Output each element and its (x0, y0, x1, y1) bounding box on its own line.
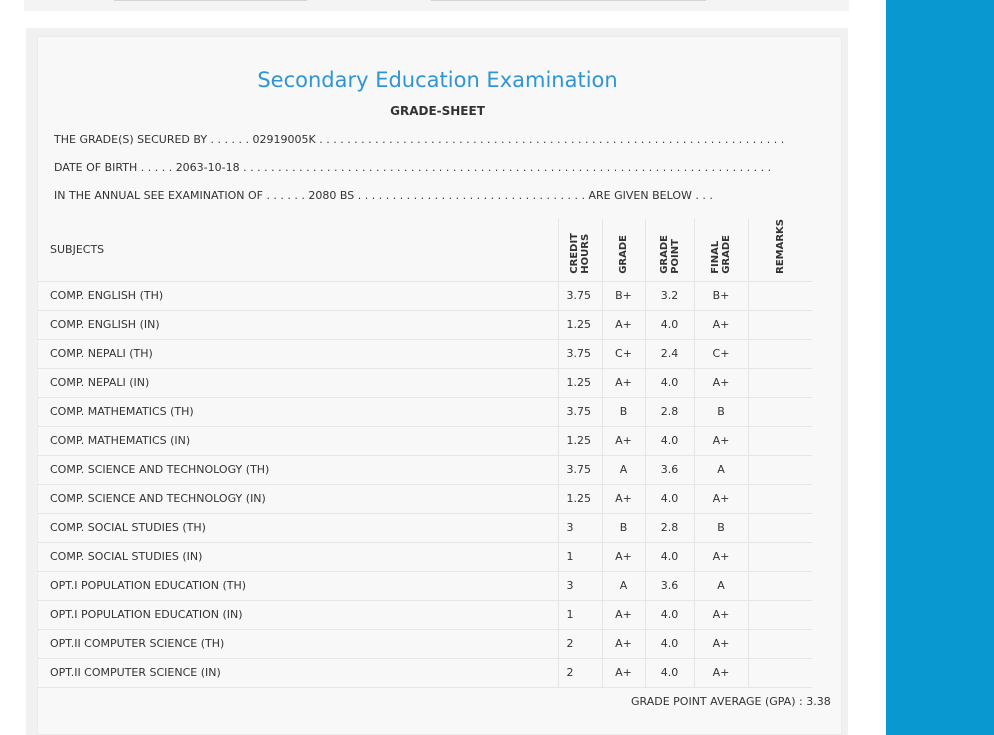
subject-cell: COMP. NEPALI (TH) (37, 339, 558, 368)
credit-hours-header (558, 219, 602, 281)
gpa-line (631, 695, 831, 708)
table-header-row (37, 219, 812, 281)
subject-cell: OPT.II COMPUTER SCIENCE (TH) (37, 629, 558, 658)
subject-cell: COMP. SCIENCE AND TECHNOLOGY (TH) (37, 455, 558, 484)
credit-hours-cell: 2 (558, 658, 602, 687)
subject-cell: COMP. SOCIAL STUDIES (IN) (37, 542, 558, 571)
grade-point-cell: 3.2 (645, 281, 694, 310)
grade-point-cell: 4.0 (645, 658, 694, 687)
remarks-cell (748, 455, 812, 484)
final-grade-cell: A (694, 571, 748, 600)
grade-cell: A+ (602, 629, 645, 658)
remarks-header (748, 219, 812, 281)
credit-hours-cell: 3 (558, 571, 602, 600)
gpa-label: GRADE POINT AVERAGE (GPA) : (631, 695, 803, 708)
credit-hours-label: CREDIT HOURS (569, 233, 591, 274)
grade-cell: A+ (602, 600, 645, 629)
credit-hours-cell: 2 (558, 629, 602, 658)
final-grade-cell: A+ (694, 310, 748, 339)
side-bar (886, 0, 994, 735)
credit-hours-cell: 1.25 (558, 426, 602, 455)
table-row (37, 310, 812, 339)
grade-cell: A+ (602, 658, 645, 687)
grade-cell: A (602, 571, 645, 600)
table-row (37, 629, 812, 658)
table-row (37, 513, 812, 542)
remarks-cell (748, 484, 812, 513)
remarks-cell (748, 629, 812, 658)
grade-point-label: GRADE POINT (658, 235, 681, 274)
exam-line (54, 189, 713, 202)
remarks-cell (748, 513, 812, 542)
final-grade-cell: B+ (694, 281, 748, 310)
subject-cell: COMP. MATHEMATICS (TH) (37, 397, 558, 426)
grade-label: GRADE (618, 235, 629, 274)
remarks-cell (748, 600, 812, 629)
grade-point-cell: 2.4 (645, 339, 694, 368)
subject-cell: COMP. NEPALI (IN) (37, 368, 558, 397)
credit-hours-cell: 3.75 (558, 281, 602, 310)
grade-cell: B (602, 397, 645, 426)
subject-cell: OPT.II COMPUTER SCIENCE (IN) (37, 658, 558, 687)
grade-point-cell: 3.6 (645, 571, 694, 600)
grade-cell: A+ (602, 542, 645, 571)
table-row (37, 455, 812, 484)
remarks-cell (748, 426, 812, 455)
grade-cell: A+ (602, 310, 645, 339)
divider (431, 0, 706, 1)
dob-suffix: . . . . . . . . . . . . . . . . . . . . . . . . . . . . . . . . . . . . . . . . . . . . . . . . . . . . . . . . . . . . . . . . . . . . . . . . . . . . (243, 161, 772, 174)
grade-sheet-title: GRADE-SHEET (390, 104, 485, 118)
grade-cell: B+ (602, 281, 645, 310)
credit-hours-cell: 3.75 (558, 397, 602, 426)
final-grade-cell: A+ (694, 484, 748, 513)
subject-cell: OPT.I POPULATION EDUCATION (TH) (37, 571, 558, 600)
grade-point-cell: 4.0 (645, 629, 694, 658)
gpa-value: 3.38 (806, 695, 831, 708)
table-row (37, 542, 812, 571)
grade-point-cell: 4.0 (645, 368, 694, 397)
grade-point-cell: 3.6 (645, 455, 694, 484)
secured-by-prefix: THE GRADE(S) SECURED BY . . . . . . (54, 133, 250, 146)
dob-line (54, 161, 771, 174)
final-grade-label: FINAL GRADE (710, 235, 732, 274)
previous-section-strip (24, 0, 849, 11)
subject-cell: COMP. ENGLISH (TH) (37, 281, 558, 310)
table-row (37, 484, 812, 513)
grade-cell: A+ (602, 484, 645, 513)
final-grade-cell: C+ (694, 339, 748, 368)
final-grade-cell: A (694, 455, 748, 484)
grade-cell: A (602, 455, 645, 484)
remarks-cell (748, 310, 812, 339)
grade-point-cell: 2.8 (645, 513, 694, 542)
table-row (37, 571, 812, 600)
grade-header (602, 219, 645, 281)
grade-point-cell: 4.0 (645, 542, 694, 571)
grade-point-cell: 4.0 (645, 310, 694, 339)
final-grade-cell: A+ (694, 658, 748, 687)
remarks-cell (748, 542, 812, 571)
table-row (37, 658, 812, 687)
grade-point-header (645, 219, 694, 281)
credit-hours-cell: 1 (558, 600, 602, 629)
table-row (37, 397, 812, 426)
final-grade-cell: B (694, 397, 748, 426)
remarks-cell (748, 658, 812, 687)
subject-cell: COMP. SOCIAL STUDIES (TH) (37, 513, 558, 542)
exam-year: 2080 BS (308, 189, 355, 202)
grade-cell: C+ (602, 339, 645, 368)
remarks-cell (748, 397, 812, 426)
exam-suffix: . . . . . . . . . . . . . . . . . . . . . . . . . . . . . . . . . ARE GIVEN BELOW . . . (357, 189, 713, 202)
final-grade-cell: A+ (694, 542, 748, 571)
subject-cell: COMP. MATHEMATICS (IN) (37, 426, 558, 455)
grades-table (37, 219, 812, 688)
subject-cell: COMP. ENGLISH (IN) (37, 310, 558, 339)
table-row (37, 600, 812, 629)
exam-title: Secondary Education Examination (257, 68, 618, 92)
credit-hours-cell: 3.75 (558, 455, 602, 484)
grade-cell: B (602, 513, 645, 542)
symbol-number: 02919005K (252, 133, 316, 146)
final-grade-cell: A+ (694, 629, 748, 658)
remarks-cell (748, 571, 812, 600)
subject-cell: OPT.I POPULATION EDUCATION (IN) (37, 600, 558, 629)
remarks-cell (748, 339, 812, 368)
dob-prefix: DATE OF BIRTH . . . . . (54, 161, 173, 174)
subject-cell: COMP. SCIENCE AND TECHNOLOGY (IN) (37, 484, 558, 513)
remarks-cell (748, 281, 812, 310)
credit-hours-cell: 1.25 (558, 368, 602, 397)
grade-cell: A+ (602, 426, 645, 455)
secured-by-suffix: . . . . . . . . . . . . . . . . . . . . . . . . . . . . . . . . . . . . . . . . . . . . . . . . . . . . . . . . . . . . . . . . . . . (319, 133, 785, 146)
final-grade-header (694, 219, 748, 281)
final-grade-cell: A+ (694, 600, 748, 629)
exam-prefix: IN THE ANNUAL SEE EXAMINATION OF . . . . . . (54, 189, 305, 202)
date-of-birth: 2063-10-18 (175, 161, 240, 174)
grade-point-cell: 2.8 (645, 397, 694, 426)
table-row (37, 281, 812, 310)
table-row (37, 368, 812, 397)
final-grade-cell: A+ (694, 368, 748, 397)
credit-hours-cell: 1.25 (558, 310, 602, 339)
grades-table-body (37, 281, 812, 687)
grade-point-cell: 4.0 (645, 426, 694, 455)
credit-hours-cell: 3 (558, 513, 602, 542)
table-row (37, 426, 812, 455)
credit-hours-cell: 1.25 (558, 484, 602, 513)
secured-by-line (54, 133, 784, 146)
grade-cell: A+ (602, 368, 645, 397)
remarks-label: REMARKS (774, 219, 786, 274)
final-grade-cell: B (694, 513, 748, 542)
final-grade-cell: A+ (694, 426, 748, 455)
divider (114, 0, 307, 1)
credit-hours-cell: 3.75 (558, 339, 602, 368)
remarks-cell (748, 368, 812, 397)
grade-point-cell: 4.0 (645, 600, 694, 629)
subjects-header: SUBJECTS (37, 219, 558, 281)
credit-hours-cell: 1 (558, 542, 602, 571)
grade-point-cell: 4.0 (645, 484, 694, 513)
table-row (37, 339, 812, 368)
